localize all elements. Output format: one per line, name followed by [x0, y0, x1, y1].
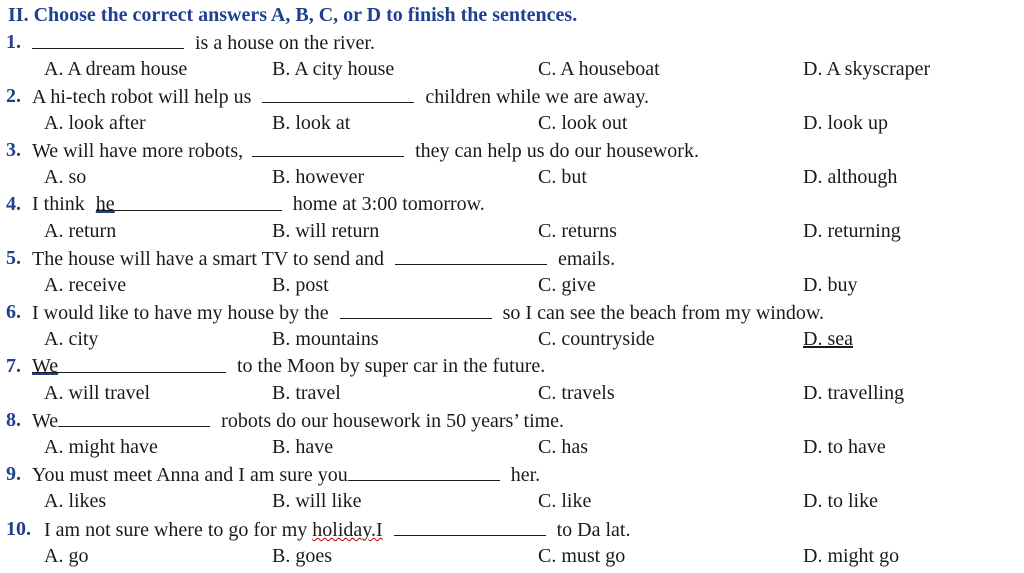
option-a[interactable]: A. receive: [44, 274, 127, 296]
option-a[interactable]: A. go: [44, 545, 89, 567]
question-number: 1.: [6, 31, 21, 53]
question-text: [32, 29, 375, 57]
option-a[interactable]: A. return: [44, 220, 117, 242]
question-text: [32, 353, 545, 380]
question-pre-text: I think: [32, 193, 85, 215]
question-10: [0, 516, 1024, 543]
question-7: [0, 353, 1024, 380]
option-c[interactable]: C. travels: [538, 382, 615, 404]
question-pre-text: A hi-tech robot will help us: [32, 86, 252, 108]
question-pre-text: The house will have a smart TV to send and: [32, 248, 384, 270]
option-d[interactable]: D. returning: [803, 220, 901, 242]
option-b[interactable]: B. mountains: [272, 328, 379, 350]
option-d[interactable]: D. A skyscraper: [803, 58, 931, 80]
option-d[interactable]: D. might go: [803, 545, 900, 567]
question-5: [0, 245, 1024, 272]
options-5: [0, 272, 1024, 299]
answer-blank[interactable]: [262, 83, 414, 103]
option-a[interactable]: A. will travel: [44, 382, 151, 404]
option-c[interactable]: C. returns: [538, 220, 617, 242]
option-d[interactable]: D. to like: [803, 490, 878, 512]
options-6: [0, 326, 1024, 353]
filled-answer: he: [95, 193, 115, 215]
answer-blank[interactable]: [58, 407, 210, 427]
question-text: [32, 461, 540, 489]
option-b[interactable]: B. look at: [272, 112, 351, 134]
question-number: 5.: [6, 247, 21, 269]
options-7: [0, 380, 1024, 407]
options-3: [0, 164, 1024, 191]
question-number: 4.: [6, 193, 21, 215]
question-2: [0, 83, 1024, 110]
question-number: 3.: [6, 139, 21, 161]
question-post-text: emails.: [557, 248, 616, 270]
question-text: [32, 299, 824, 327]
answer-blank[interactable]: [252, 137, 404, 157]
question-6: [0, 299, 1024, 326]
question-post-text: they can help us do our housework.: [415, 140, 699, 162]
question-number: 10.: [6, 518, 31, 540]
options-4: [0, 218, 1024, 245]
option-a[interactable]: A. A dream house: [44, 58, 188, 80]
question-pre-text: You must meet Anna and I am sure you: [32, 464, 348, 486]
option-a[interactable]: A. likes: [44, 490, 107, 512]
question-post-text: her.: [510, 464, 541, 486]
question-pre-text: I am not sure where to go for my: [44, 519, 308, 541]
question-3: [0, 137, 1024, 164]
filled-answer: We: [32, 355, 59, 377]
option-a[interactable]: A. look after: [44, 112, 146, 134]
option-c[interactable]: C. has: [538, 436, 588, 458]
question-pre-text: We will have more robots,: [32, 140, 244, 162]
question-post-text: children while we are away.: [425, 86, 650, 108]
options-1: [0, 56, 1024, 83]
options-10: [0, 543, 1024, 570]
question-number: 2.: [6, 85, 21, 107]
option-a[interactable]: A. might have: [44, 436, 158, 458]
question-post-text: home at 3:00 tomorrow.: [292, 193, 485, 215]
option-a[interactable]: A. so: [44, 166, 87, 188]
question-post-text: robots do our housework in 50 years’ time.: [221, 410, 565, 432]
question-text: [32, 407, 564, 435]
answer-blank[interactable]: [340, 299, 492, 319]
question-number: 9.: [6, 463, 21, 485]
exercise-heading: II. Choose the correct answers A, B, C, or D to finish the sentences.: [8, 4, 578, 26]
question-text: [32, 191, 485, 218]
options-9: [0, 488, 1024, 515]
option-d[interactable]: D. look up: [803, 112, 888, 134]
answer-blank[interactable]: [32, 353, 226, 377]
option-b[interactable]: B. will like: [272, 490, 362, 512]
option-d-marked[interactable]: D. sea: [803, 328, 853, 350]
question-number: 6.: [6, 301, 21, 323]
answer-blank[interactable]: [95, 191, 282, 215]
answer-blank[interactable]: [32, 29, 184, 49]
option-c[interactable]: C. must go: [538, 545, 626, 567]
question-text: [44, 516, 631, 544]
option-b[interactable]: B. have: [272, 436, 334, 458]
question-pre-text: I would like to have my house by the: [32, 302, 329, 324]
spellcheck-word: holiday.I: [312, 519, 383, 541]
question-post-text: so I can see the beach from my window.: [502, 302, 825, 324]
option-d[interactable]: D. to have: [803, 436, 886, 458]
option-c[interactable]: C. countryside: [538, 328, 655, 350]
option-d[interactable]: D. travelling: [803, 382, 905, 404]
option-c[interactable]: C. like: [538, 490, 592, 512]
question-number: 7.: [6, 355, 21, 377]
options-2: [0, 110, 1024, 137]
question-9: [0, 461, 1024, 488]
option-c[interactable]: C. A houseboat: [538, 58, 660, 80]
answer-blank[interactable]: [395, 245, 547, 265]
option-b[interactable]: B. will return: [272, 220, 380, 242]
option-b[interactable]: B. however: [272, 166, 365, 188]
option-b[interactable]: B. A city house: [272, 58, 395, 80]
question-post-text: to the Moon by super car in the future.: [237, 355, 546, 377]
option-c[interactable]: C. but: [538, 166, 587, 188]
option-b[interactable]: B. goes: [272, 545, 332, 567]
option-d[interactable]: D. buy: [803, 274, 858, 296]
question-number: 8.: [6, 409, 21, 431]
answer-blank[interactable]: [348, 461, 500, 481]
question-8: [0, 407, 1024, 434]
option-b[interactable]: B. post: [272, 274, 329, 296]
options-8: [0, 434, 1024, 461]
question-1: [0, 29, 1024, 56]
question-4: [0, 191, 1024, 218]
option-d[interactable]: D. although: [803, 166, 898, 188]
question-post-text: to Da lat.: [556, 519, 631, 541]
question-text: [32, 137, 699, 165]
option-b[interactable]: B. travel: [272, 382, 341, 404]
option-a[interactable]: A. city: [44, 328, 99, 350]
option-c[interactable]: C. look out: [538, 112, 628, 134]
question-text: [32, 83, 649, 111]
question-text: [32, 245, 615, 273]
option-c[interactable]: C. give: [538, 274, 596, 296]
question-pre-text: We: [32, 410, 59, 432]
answer-blank[interactable]: [394, 516, 546, 536]
question-post-text: is a house on the river.: [195, 32, 375, 54]
